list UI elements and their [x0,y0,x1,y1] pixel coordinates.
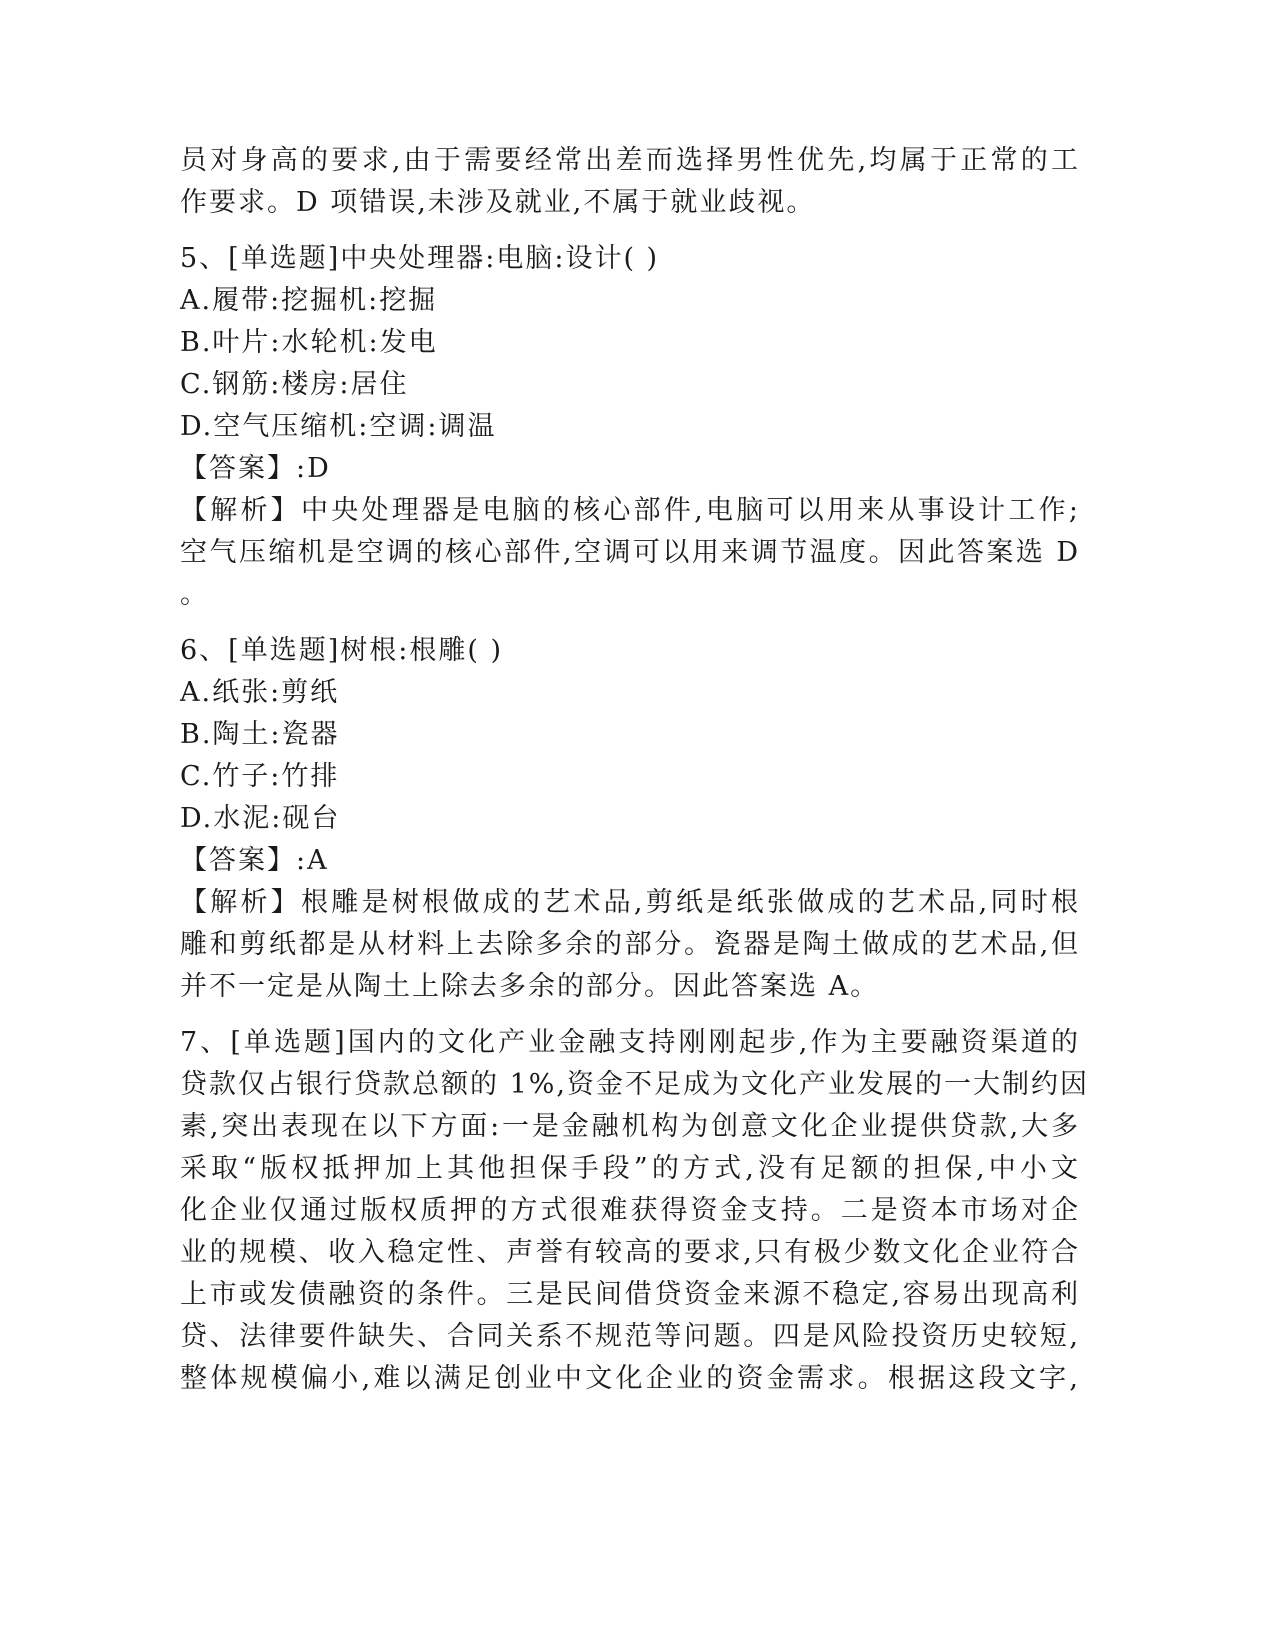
question-stem-line: 采取“版权抵押加上其他担保手段”的方式,没有足额的担保,中小文 [180,1153,1080,1184]
analysis-line: 【解析】中央处理器是电脑的核心部件,电脑可以用来从事设计工作; [180,495,1080,526]
question-stem-line: 贷款仅占银行贷款总额的 1%,资金不足成为文化产业发展的一大制约因 [180,1069,1089,1100]
option-c: C.钢筋:楼房:居住 [180,369,409,400]
text-line: 员对身高的要求,由于需要经常出差而选择男性优先,均属于正常的工 [180,145,1080,176]
option-a: A.纸张:剪纸 [180,677,340,708]
option-d: D.水泥:砚台 [180,803,341,834]
analysis-line: 空气压缩机是空调的核心部件,空调可以用来调节温度。因此答案选 D [180,537,1080,568]
question-stem-line: 上市或发债融资的条件。三是民间借贷资金来源不稳定,容易出现高利 [180,1279,1080,1310]
text-line: 作要求。D 项错误,未涉及就业,不属于就业歧视。 [180,187,816,218]
analysis-line: 雕和剪纸都是从材料上去除多余的部分。瓷器是陶土做成的艺术品,但 [180,929,1080,960]
option-a: A.履带:挖掘机:挖掘 [180,285,438,316]
question-stem-line: 业的规模、收入稳定性、声誉有较高的要求,只有极少数文化企业符合 [180,1237,1080,1268]
question-stem-line: 贷、法律要件缺失、合同关系不规范等问题。四是风险投资历史较短, [180,1321,1080,1352]
document-page [180,140,1089,1400]
intro-paragraph [180,140,1080,224]
option-c: C.竹子:竹排 [180,761,340,792]
analysis-line: 。 [180,579,209,610]
option-d: D.空气压缩机:空调:调温 [180,411,497,442]
question-7 [180,1022,1089,1400]
question-stem: 5、[单选题]中央处理器:电脑:设计( ) [180,243,660,274]
question-stem-line: 素,突出表现在以下方面:一是金融机构为创意文化企业提供贷款,大多 [180,1111,1080,1142]
option-b: B.叶片:水轮机:发电 [180,327,438,358]
analysis-line: 并不一定是从陶土上除去多余的部分。因此答案选 A。 [180,971,880,1002]
question-6 [180,630,1080,1008]
question-stem-line: 整体规模偏小,难以满足创业中文化企业的资金需求。根据这段文字, [180,1363,1080,1394]
question-5 [180,238,1080,616]
question-stem-line: 7、[单选题]国内的文化产业金融支持刚刚起步,作为主要融资渠道的 [180,1027,1080,1058]
answer-line: 【答案】:D [180,453,331,484]
answer-line: 【答案】:A [180,845,329,876]
question-stem: 6、[单选题]树根:根雕( ) [180,635,503,666]
question-stem-line: 化企业仅通过版权质押的方式很难获得资金支持。二是资本市场对企 [180,1195,1080,1226]
option-b: B.陶土:瓷器 [180,719,340,750]
analysis-line: 【解析】根雕是树根做成的艺术品,剪纸是纸张做成的艺术品,同时根 [180,887,1080,918]
